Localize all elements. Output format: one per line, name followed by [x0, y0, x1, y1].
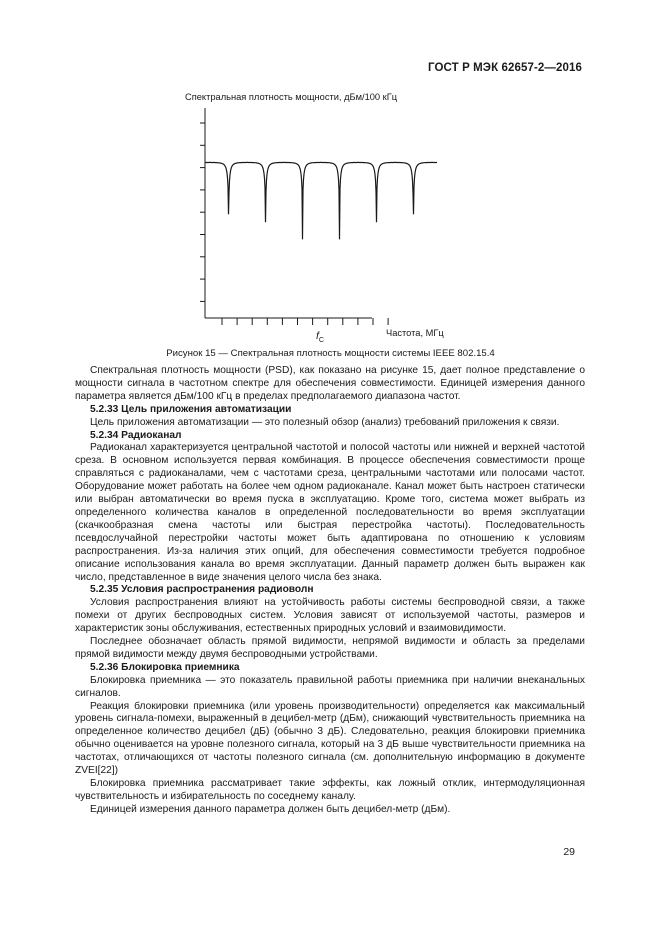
chart-axes [200, 108, 388, 325]
paragraph: Блокировка приемника рассматривает такие эффекты, как ложный отклик, интермодуляционная чувствительность и избирательность по соседнему каналу. [75, 778, 585, 802]
figure-caption: Рисунок 15 — Спектральная плотность мощности системы IEEE 802.15.4 [166, 348, 495, 359]
section-heading: 5.2.36 Блокировка приемника [90, 661, 240, 673]
paragraph: Спектральная плотность мощности (PSD), как показано на рисунке 15, дает полное представление о мощности сигнала в частотном спектре для обеспечения совместимости. Единицей измерения данного параметра является дБм/100 кГц в пределах предполагаемого диапазона частот. [75, 365, 585, 402]
body-text [75, 365, 585, 817]
psd-curve [205, 162, 437, 239]
section-heading: 5.2.34 Радиоканал [90, 429, 182, 441]
paragraph: Единицей измерения данного параметра должен быть децибел-метр (дБм). [90, 803, 451, 815]
page-number: 29 [563, 846, 575, 858]
paragraph: Последнее обозначает область прямой видимости, непрямой видимости и область за пределами прямой видимости между двумя беспроводными устройствами. [75, 636, 585, 660]
paragraph: Блокировка приемника — это показатель правильной работы приемника при наличии внеканальных сигналов. [75, 674, 585, 699]
document-id-header: ГОСТ Р МЭК 62657-2—2016 [428, 62, 582, 74]
y-axis-label: Спектральная плотность мощности, дБм/100 кГц [185, 92, 398, 102]
x-axis-label: Частота, МГц [386, 328, 444, 338]
paragraph: Реакция блокировки приемника (или уровень производительности) определяется как максимальный уровень сигнала-помехи, выраженный в децибел-метр (дБм), снижающий чувствительность приемника на определенное количество децибел (дБ) (обычно 3 дБ). Следовательно, реакция блокировки приемника обычно оценивается на уровне полезного сигнала, который на 3 дБ выше чувствительности приемника на частотах, отличающихся от частоты полезного сигнала (см. дополнительную информацию в документе ZVEI[22]) [75, 700, 585, 777]
center-frequency-label: $f_C$ [316, 330, 324, 344]
section-heading: 5.2.33 Цель приложения автоматизации [90, 403, 292, 415]
paragraph: Цель приложения автоматизации — это полезный обзор (анализ) требований приложения к связи. [90, 416, 560, 428]
psd-figure [0, 0, 661, 345]
section-heading: 5.2.35 Условия распространения радиоволн [90, 584, 314, 596]
paragraph: Условия распространения влияют на устойчивость работы системы беспроводной связи, а также помехи от других беспроводных систем. Условия зависят от используемой частоты, размеров и характеристик зоны обслуживания, естественных природных условий и взаимовидимости. [75, 597, 585, 635]
paragraph: Радиоканал характеризуется центральной частотой и полосой частоты или нижней и верхней частотой среза. В основном используется первая комбинация. В процессе обеспечения совместимости проще справляться с радиоканалами, чем с частотами среза, центральными частотами или полосами частот. Оборудование может работать на более чем одном радиоканале. Канал может быть настроен статически или выбран автоматически во время пуска в эксплуатацию. Кроме того, система может выбрать из определенного количества каналов в определенной последовательности во время эксплуатации (скачкообразная смена частоты или быстрая перестройка частоты). Последовательность псевдослучайной перестройки частоты может быть адаптирована по отношению к условиям распространения. Из-за наличия этих опций, для обеспечения совместимости требуется подробное описание использования канала во время эксплуатации. Данный параметр должен быть выражен как число, представленное в виде значения целого числа без знака. [75, 442, 585, 583]
